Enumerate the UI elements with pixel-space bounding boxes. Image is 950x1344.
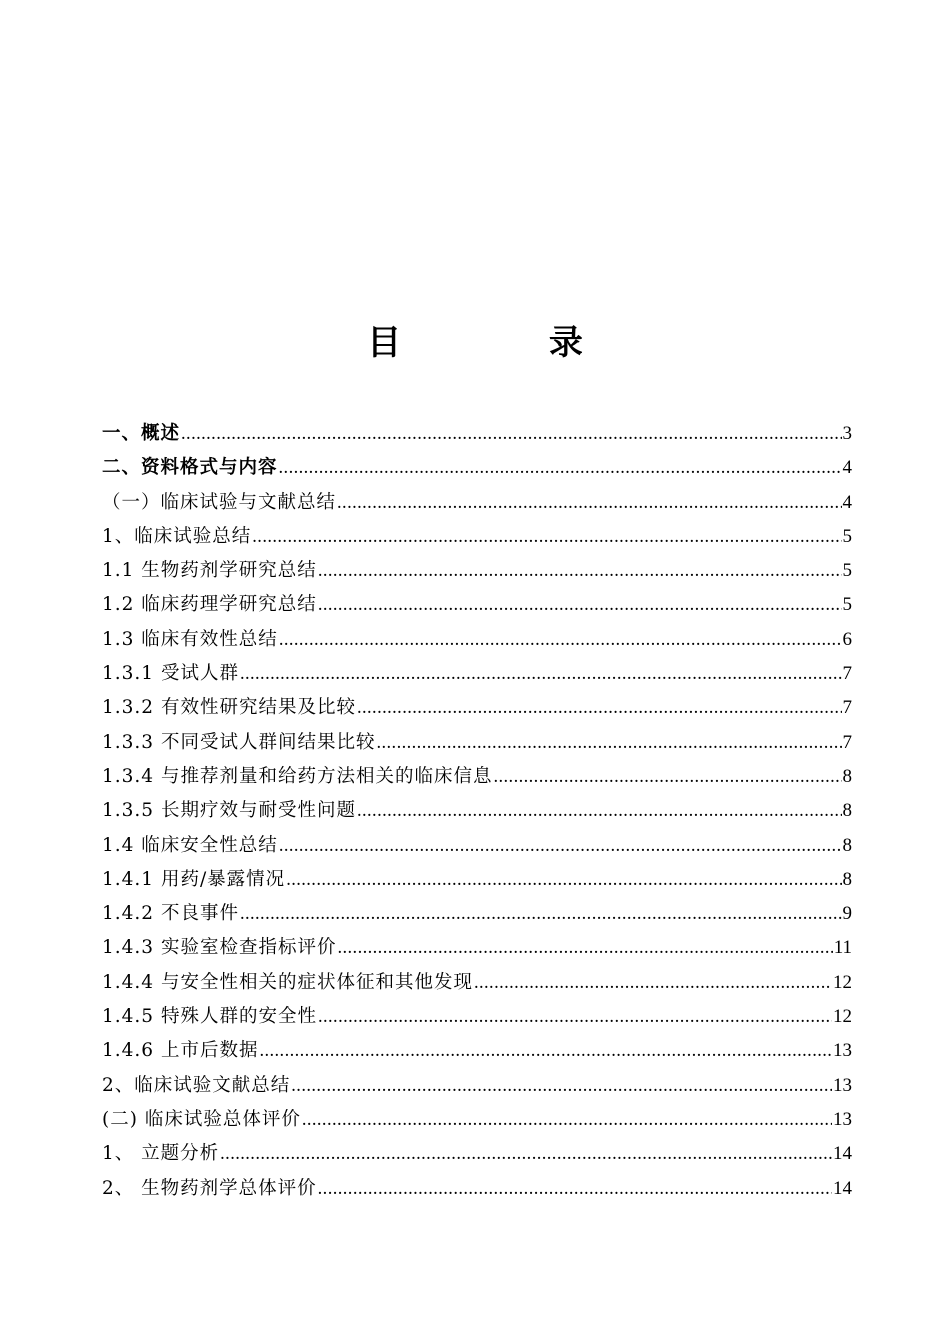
toc-page-number: 8	[842, 868, 852, 890]
toc-entry[interactable]	[102, 966, 852, 1000]
toc-entry[interactable]	[102, 829, 852, 863]
toc-page-number: 14	[833, 1177, 852, 1199]
toc-entry-text: 1.4.2 不良事件	[102, 903, 239, 925]
toc-dot-leader	[279, 623, 842, 657]
toc-dot-leader	[337, 931, 832, 965]
toc-page-number: 12	[833, 971, 852, 993]
toc-entry[interactable]	[102, 554, 852, 588]
toc-page-number: 13	[833, 1074, 852, 1096]
toc-page-number: 8	[842, 834, 852, 856]
toc-dot-leader	[259, 1034, 832, 1068]
toc-entry[interactable]	[102, 794, 852, 828]
toc-entry[interactable]	[102, 1000, 852, 1034]
toc-page-number: 12	[833, 1006, 852, 1028]
toc-entry-text: 2、临床试验文献总结	[102, 1074, 291, 1096]
toc-dot-leader	[252, 520, 841, 554]
toc-list	[102, 417, 852, 1206]
toc-entry[interactable]	[102, 931, 852, 965]
toc-dot-leader	[302, 1103, 832, 1137]
toc-entry[interactable]	[102, 623, 852, 657]
toc-entry-text: 1.3 临床有效性总结	[102, 628, 278, 650]
toc-dot-leader	[493, 760, 841, 794]
toc-entry-text: 1.4.1 用药/暴露情况	[102, 868, 286, 890]
toc-entry-text: (二) 临床试验总体评价	[102, 1108, 301, 1130]
toc-entry-text: 1.1 生物药剂学研究总结	[102, 560, 317, 582]
toc-dot-leader	[357, 794, 842, 828]
toc-entry-text: （一）临床试验与文献总结	[102, 491, 337, 513]
toc-entry[interactable]	[102, 1034, 852, 1068]
toc-entry-text: 1.4 临床安全性总结	[102, 834, 278, 856]
toc-entry[interactable]	[102, 486, 852, 520]
toc-entry-text: 2、 生物药剂学总体评价	[102, 1177, 317, 1199]
toc-entry-text: 1.3.4 与推荐剂量和给药方法相关的临床信息	[102, 765, 493, 787]
toc-entry[interactable]	[102, 1103, 852, 1137]
toc-entry[interactable]	[102, 760, 852, 794]
toc-entry-text: 1.4.4 与安全性相关的症状体征和其他发现	[102, 971, 473, 993]
toc-dot-leader	[240, 657, 842, 691]
toc-entry-text: 1.3.2 有效性研究结果及比较	[102, 697, 356, 719]
toc-page-number: 13	[833, 1040, 852, 1062]
toc-dot-leader	[474, 966, 832, 1000]
toc-dot-leader	[318, 588, 842, 622]
toc-entry[interactable]	[102, 657, 852, 691]
toc-title: 目 录	[367, 323, 651, 363]
toc-page-number: 7	[842, 731, 852, 753]
toc-page-number: 8	[842, 800, 852, 822]
toc-entry-text: 二、资料格式与内容	[102, 457, 278, 479]
toc-entry-text: 1.2 临床药理学研究总结	[102, 594, 317, 616]
toc-dot-leader	[376, 726, 841, 760]
toc-page-number: 13	[833, 1108, 852, 1130]
toc-entry[interactable]	[102, 863, 852, 897]
toc-entry-text: 1.3.3 不同受试人群间结果比较	[102, 731, 376, 753]
toc-page-number: 4	[842, 491, 852, 513]
toc-entry[interactable]	[102, 451, 852, 485]
toc-entry[interactable]	[102, 417, 852, 451]
toc-dot-leader	[318, 1000, 832, 1034]
toc-entry[interactable]	[102, 897, 852, 931]
toc-dot-leader	[181, 417, 841, 451]
toc-dot-leader	[286, 863, 841, 897]
toc-page-number: 5	[842, 525, 852, 547]
toc-entry[interactable]	[102, 726, 852, 760]
toc-page-number: 3	[842, 423, 852, 444]
toc-entry-text: 1、 立题分析	[102, 1143, 220, 1165]
toc-dot-leader	[318, 554, 842, 588]
toc-entry[interactable]	[102, 1172, 852, 1206]
toc-page-number: 6	[842, 628, 852, 650]
toc-page-number: 5	[842, 594, 852, 616]
toc-page-number: 14	[833, 1143, 852, 1165]
toc-page-number: 11	[833, 937, 852, 959]
toc-page-number: 7	[842, 663, 852, 685]
toc-dot-leader	[279, 451, 842, 485]
toc-entry-text: 1.3.1 受试人群	[102, 663, 239, 685]
toc-dot-leader	[337, 486, 841, 520]
toc-entry[interactable]	[102, 691, 852, 725]
toc-page-number: 9	[842, 903, 852, 925]
toc-entry[interactable]	[102, 588, 852, 622]
toc-entry-text: 1.4.3 实验室检查指标评价	[102, 937, 337, 959]
toc-page-number: 4	[842, 457, 852, 479]
toc-entry-text: 1.4.6 上市后数据	[102, 1040, 259, 1062]
toc-entry[interactable]	[102, 1069, 852, 1103]
toc-dot-leader	[240, 897, 842, 931]
toc-dot-leader	[291, 1069, 832, 1103]
toc-page-number: 8	[842, 765, 852, 787]
toc-entry-text: 一、概述	[102, 423, 181, 444]
toc-entry-text: 1、临床试验总结	[102, 525, 252, 547]
toc-dot-leader	[220, 1137, 832, 1171]
toc-dot-leader	[318, 1172, 832, 1206]
toc-dot-leader	[279, 829, 842, 863]
toc-entry[interactable]	[102, 1137, 852, 1171]
toc-entry-text: 1.3.5 长期疗效与耐受性问题	[102, 800, 356, 822]
toc-entry[interactable]	[102, 520, 852, 554]
toc-entry-text: 1.4.5 特殊人群的安全性	[102, 1006, 317, 1028]
toc-page-number: 5	[842, 560, 852, 582]
toc-dot-leader	[357, 691, 842, 725]
toc-page-number: 7	[842, 697, 852, 719]
